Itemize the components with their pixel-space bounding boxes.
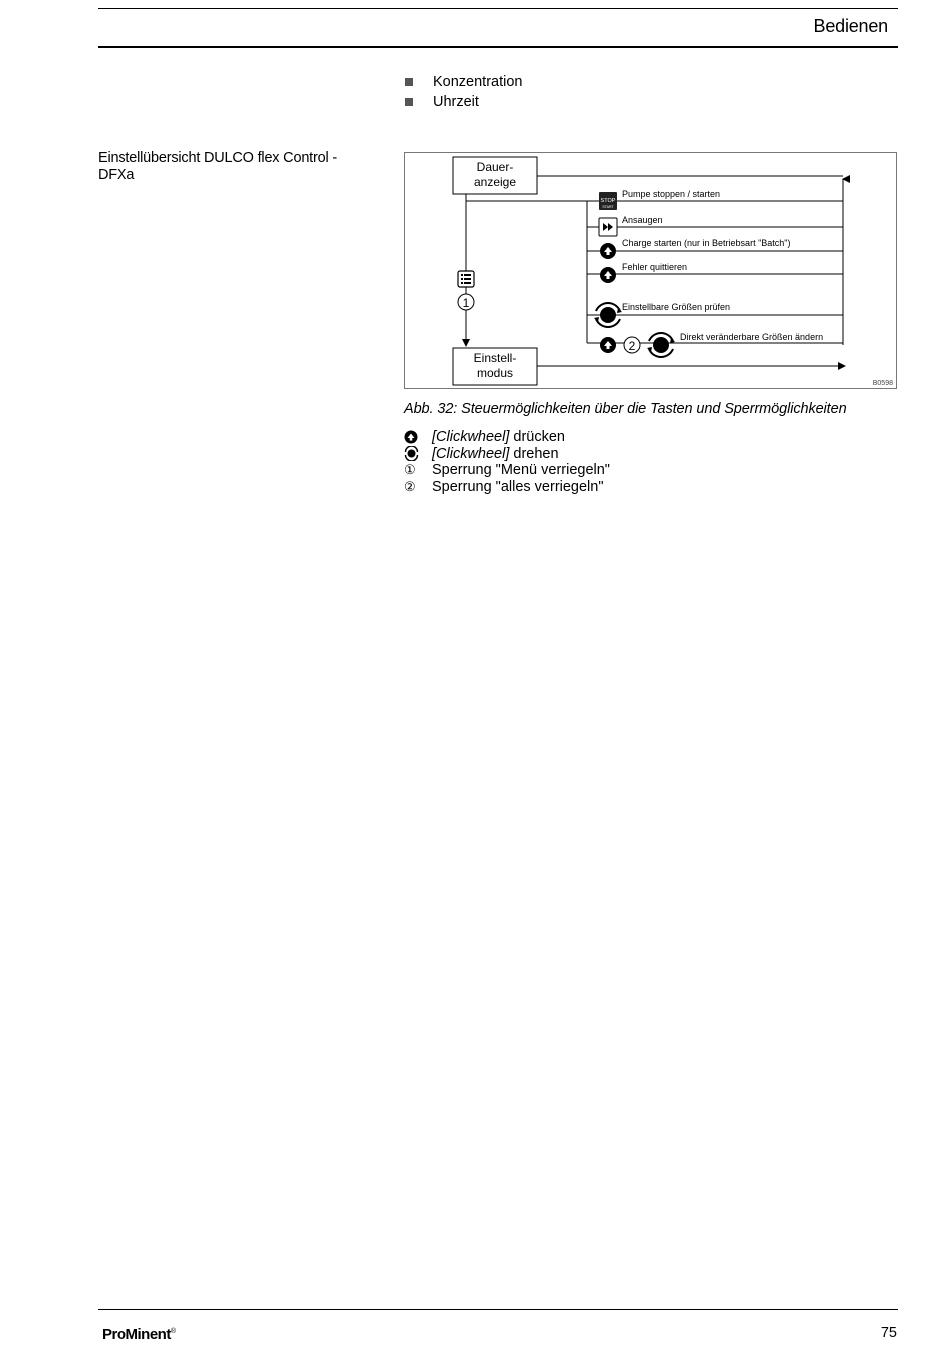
legend-number: ②	[404, 478, 416, 494]
logo-minent: Minent	[125, 1326, 171, 1343]
legend-key-label: [Clickwheel]	[432, 445, 510, 462]
list-item	[404, 72, 522, 92]
row-label-acknowledge-error: Fehler quittieren	[622, 262, 688, 272]
legend-key-label: [Clickwheel]	[432, 429, 510, 446]
list-item-text: Konzentration	[433, 74, 523, 90]
header-top-rule	[98, 8, 898, 9]
legend-item	[404, 462, 610, 479]
clickwheel-turn-icon	[404, 446, 419, 461]
bullet-list	[404, 72, 522, 112]
logo-registered: ®	[170, 1328, 176, 1335]
row-label-change-values: Direkt veränderbare Größen ändern	[680, 332, 824, 342]
box-continuous-display-label-1: Dauer-	[476, 160, 514, 174]
row-label-prime: Ansaugen	[622, 215, 663, 225]
figure-code: B0598	[872, 380, 893, 387]
row-label-check-settings: Einstellbare Größen prüfen	[622, 302, 731, 312]
row-label-stop-start: Pumpe stoppen / starten	[622, 189, 721, 199]
list-item-text: Uhrzeit	[433, 94, 479, 110]
stop-key-label: STOP	[600, 198, 616, 204]
clickwheel-press-icon	[600, 267, 616, 283]
figure-caption: Abb. 32: Steuermöglichkeiten über die Tasten und Sperrmöglichkeiten	[404, 401, 847, 417]
legend-text: drücken	[509, 429, 565, 446]
menu-key-icon	[458, 271, 474, 287]
legend-text: Sperrung "alles verriegeln"	[432, 478, 604, 495]
lock-all-number: 2	[628, 339, 636, 353]
logo-pro: Pro	[102, 1326, 126, 1343]
control-diagram	[404, 152, 897, 389]
box-setting-mode-label-1: Einstell-	[473, 351, 517, 365]
start-key-label: START	[602, 205, 614, 209]
brand-logo	[102, 1326, 176, 1343]
side-heading: Einstellübersicht DULCO flex Control - DFXa	[98, 150, 337, 183]
list-item	[404, 92, 522, 112]
figure-legend	[404, 429, 610, 495]
bullet-square-icon	[405, 98, 413, 106]
clickwheel-press-icon	[404, 430, 418, 444]
row-label-start-batch: Charge starten (nur in Betriebsart "Batch")	[622, 238, 791, 248]
legend-number: ①	[404, 462, 416, 478]
page-number: 75	[880, 1325, 897, 1341]
clickwheel-turn-icon	[647, 333, 675, 357]
legend-text: Sperrung "Menü verriegeln"	[432, 462, 610, 479]
header-bottom-rule	[98, 46, 898, 48]
lock-menu-marker	[458, 294, 474, 310]
lock-all-marker	[624, 337, 640, 353]
page-section-title: Bedienen	[813, 16, 888, 36]
legend-item	[404, 429, 610, 446]
footer-rule	[98, 1309, 898, 1310]
clickwheel-press-icon	[600, 337, 616, 353]
prime-key-icon	[599, 218, 617, 236]
legend-item	[404, 446, 610, 463]
box-setting-mode-label-2: modus	[476, 366, 514, 380]
legend-text: drehen	[509, 445, 559, 462]
lock-menu-number: 1	[462, 296, 470, 310]
bullet-square-icon	[405, 78, 413, 86]
clickwheel-press-icon	[600, 243, 616, 259]
box-continuous-display-label-2: anzeige	[473, 175, 517, 189]
legend-item	[404, 479, 610, 496]
stop-start-key-icon	[599, 192, 617, 210]
